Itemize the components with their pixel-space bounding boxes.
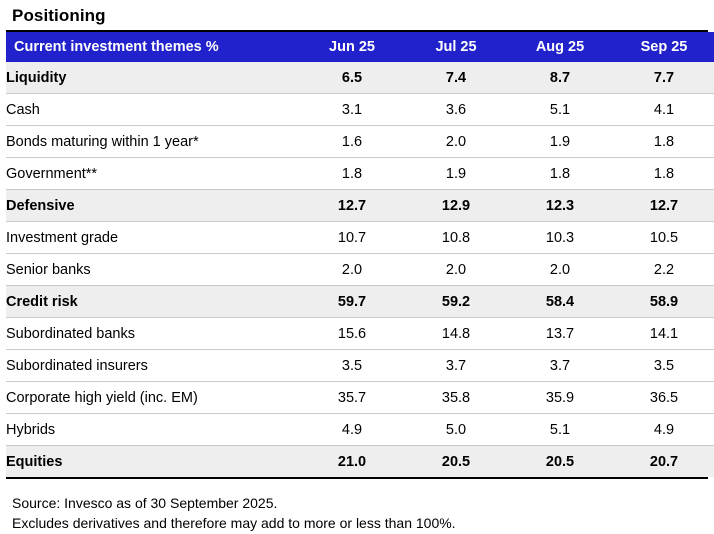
cell-jun25: 3.1 xyxy=(300,94,404,126)
cell-jun25: 15.6 xyxy=(300,318,404,350)
cell-aug25: 5.1 xyxy=(508,414,612,446)
cell-aug25: 5.1 xyxy=(508,94,612,126)
row-label: Investment grade xyxy=(6,222,300,254)
row-label: Credit risk xyxy=(6,286,300,318)
row-label: Government** xyxy=(6,158,300,190)
cell-jul25: 5.0 xyxy=(404,414,508,446)
table-body xyxy=(6,62,714,477)
cell-sep25: 58.9 xyxy=(612,286,714,318)
cell-jul25: 3.7 xyxy=(404,350,508,382)
cell-sep25: 1.8 xyxy=(612,158,714,190)
positioning-table xyxy=(6,32,714,477)
cell-aug25: 13.7 xyxy=(508,318,612,350)
cell-aug25: 2.0 xyxy=(508,254,612,286)
cell-jul25: 12.9 xyxy=(404,190,508,222)
footnote-source: Source: Invesco as of 30 September 2025. xyxy=(12,495,278,511)
column-header-jun25: Jun 25 xyxy=(300,32,404,62)
table-row xyxy=(6,126,714,158)
cell-jun25: 4.9 xyxy=(300,414,404,446)
row-label: Hybrids xyxy=(6,414,300,446)
table-row xyxy=(6,222,714,254)
cell-jun25: 3.5 xyxy=(300,350,404,382)
cell-sep25: 4.1 xyxy=(612,94,714,126)
table-row xyxy=(6,158,714,190)
row-label: Subordinated insurers xyxy=(6,350,300,382)
column-header-themes: Current investment themes % xyxy=(6,32,300,62)
column-header-jul25: Jul 25 xyxy=(404,32,508,62)
table-row xyxy=(6,382,714,414)
cell-jul25: 2.0 xyxy=(404,254,508,286)
cell-sep25: 2.2 xyxy=(612,254,714,286)
cell-jul25: 10.8 xyxy=(404,222,508,254)
cell-sep25: 4.9 xyxy=(612,414,714,446)
footnotes xyxy=(6,479,708,534)
table-header xyxy=(6,32,714,62)
row-label: Senior banks xyxy=(6,254,300,286)
cell-aug25: 1.9 xyxy=(508,126,612,158)
cell-jun25: 1.6 xyxy=(300,126,404,158)
cell-jun25: 59.7 xyxy=(300,286,404,318)
cell-aug25: 10.3 xyxy=(508,222,612,254)
table-row xyxy=(6,254,714,286)
row-label: Defensive xyxy=(6,190,300,222)
table-row xyxy=(6,446,714,478)
table-row xyxy=(6,94,714,126)
cell-jul25: 3.6 xyxy=(404,94,508,126)
cell-jul25: 14.8 xyxy=(404,318,508,350)
cell-aug25: 58.4 xyxy=(508,286,612,318)
table-row xyxy=(6,414,714,446)
row-label: Corporate high yield (inc. EM) xyxy=(6,382,300,414)
cell-jun25: 21.0 xyxy=(300,446,404,478)
cell-jun25: 1.8 xyxy=(300,158,404,190)
cell-aug25: 20.5 xyxy=(508,446,612,478)
cell-sep25: 20.7 xyxy=(612,446,714,478)
cell-sep25: 10.5 xyxy=(612,222,714,254)
cell-sep25: 12.7 xyxy=(612,190,714,222)
table-header-row xyxy=(6,32,714,62)
row-label: Bonds maturing within 1 year* xyxy=(6,126,300,158)
cell-jun25: 2.0 xyxy=(300,254,404,286)
cell-jul25: 20.5 xyxy=(404,446,508,478)
row-label: Equities xyxy=(6,446,300,478)
cell-aug25: 35.9 xyxy=(508,382,612,414)
cell-jun25: 6.5 xyxy=(300,62,404,94)
column-header-aug25: Aug 25 xyxy=(508,32,612,62)
cell-aug25: 8.7 xyxy=(508,62,612,94)
cell-sep25: 3.5 xyxy=(612,350,714,382)
table-row xyxy=(6,62,714,94)
cell-sep25: 14.1 xyxy=(612,318,714,350)
cell-sep25: 1.8 xyxy=(612,126,714,158)
cell-jun25: 12.7 xyxy=(300,190,404,222)
cell-aug25: 12.3 xyxy=(508,190,612,222)
cell-jul25: 2.0 xyxy=(404,126,508,158)
cell-jul25: 59.2 xyxy=(404,286,508,318)
cell-jun25: 35.7 xyxy=(300,382,404,414)
cell-jul25: 35.8 xyxy=(404,382,508,414)
cell-aug25: 1.8 xyxy=(508,158,612,190)
cell-sep25: 36.5 xyxy=(612,382,714,414)
row-label: Liquidity xyxy=(6,62,300,94)
footnote-derivatives: Excludes derivatives and therefore may add to more or less than 100%. xyxy=(12,515,456,532)
table-row xyxy=(6,350,714,382)
column-header-sep25: Sep 25 xyxy=(612,32,714,62)
cell-sep25: 7.7 xyxy=(612,62,714,94)
page-title: Positioning xyxy=(12,6,106,25)
cell-jul25: 7.4 xyxy=(404,62,508,94)
table-row xyxy=(6,286,714,318)
cell-jun25: 10.7 xyxy=(300,222,404,254)
row-label: Cash xyxy=(6,94,300,126)
table-row xyxy=(6,190,714,222)
table-row xyxy=(6,318,714,350)
cell-aug25: 3.7 xyxy=(508,350,612,382)
row-label: Subordinated banks xyxy=(6,318,300,350)
cell-jul25: 1.9 xyxy=(404,158,508,190)
